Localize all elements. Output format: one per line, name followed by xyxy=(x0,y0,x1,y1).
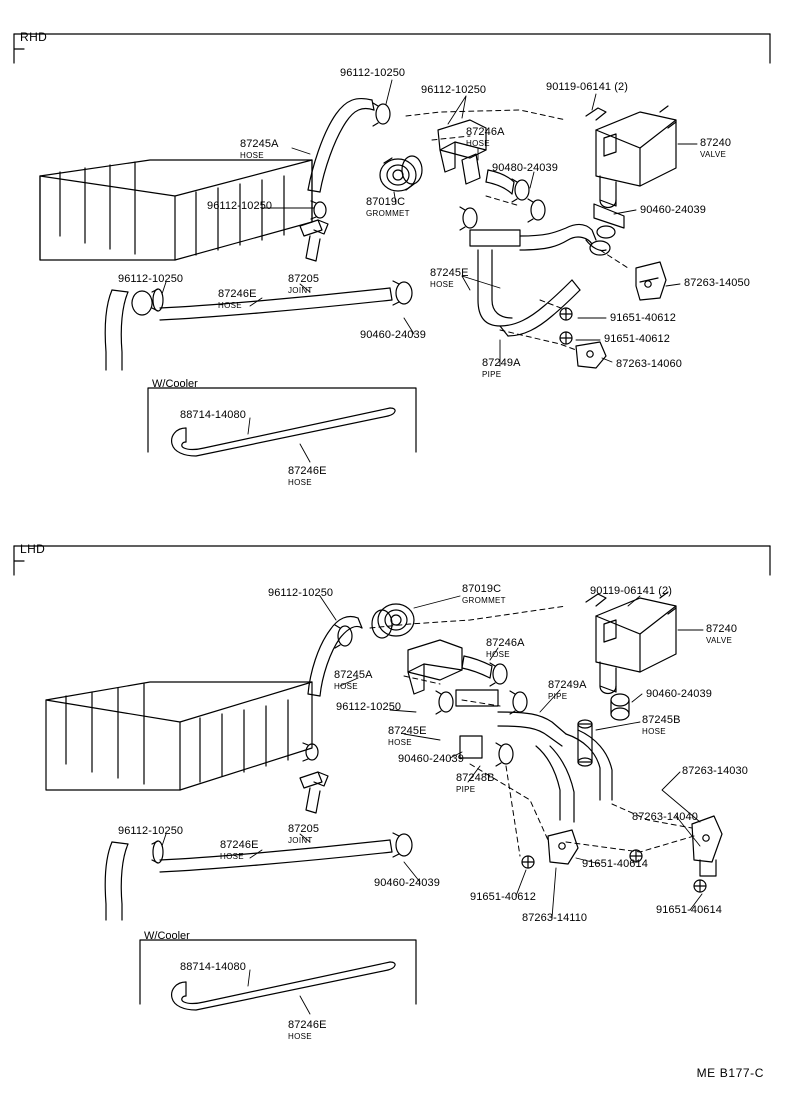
part-label xyxy=(388,726,427,747)
part-number: 96112-10250 xyxy=(421,84,487,96)
part-label xyxy=(466,127,505,148)
part-number: 87240 xyxy=(706,623,738,635)
part-label xyxy=(288,466,327,487)
part-label xyxy=(632,812,698,824)
part-label xyxy=(430,268,469,289)
part-number: 87245A xyxy=(240,138,279,150)
part-label xyxy=(590,586,672,598)
part-label xyxy=(616,359,682,371)
part-number: 90460-24039 xyxy=(360,329,426,341)
part-number: 90460-24039 xyxy=(640,204,706,216)
subgroup-label-rhd: W/Cooler xyxy=(152,378,198,390)
part-number: 91651-40614 xyxy=(582,858,648,870)
part-label xyxy=(288,824,319,845)
part-label xyxy=(582,859,648,871)
part-label xyxy=(684,278,750,290)
part-label xyxy=(180,962,246,974)
part-label xyxy=(642,715,681,736)
part-number: 91651-40612 xyxy=(604,333,670,345)
part-number: 91651-40612 xyxy=(610,312,676,324)
part-number: 88714-14080 xyxy=(180,961,246,973)
part-label xyxy=(706,624,737,645)
section-tag-lhd: LHD xyxy=(20,542,46,556)
part-number: 96112-10250 xyxy=(268,587,334,599)
part-description: VALVE xyxy=(706,635,733,645)
part-label xyxy=(492,163,558,175)
part-label xyxy=(656,905,722,917)
part-number: 96112-10250 xyxy=(340,67,406,79)
part-number: 87240 xyxy=(700,137,732,149)
part-label xyxy=(118,826,183,838)
part-number: 87248B xyxy=(456,772,495,784)
part-label xyxy=(220,840,259,861)
part-label xyxy=(360,330,426,342)
part-number: 87263-14050 xyxy=(684,277,750,289)
part-label xyxy=(610,313,676,325)
part-description: PIPE xyxy=(548,691,568,701)
part-label xyxy=(366,197,410,218)
part-number: 87249A xyxy=(482,357,521,369)
part-number: 87205 xyxy=(288,823,320,835)
part-number: 96112-10250 xyxy=(207,200,273,212)
part-number: 87205 xyxy=(288,273,320,285)
section-tag-rhd: RHD xyxy=(20,30,48,44)
part-number: 90119-06141 (2) xyxy=(546,81,629,93)
part-label xyxy=(398,754,464,766)
part-number: 90119-06141 (2) xyxy=(590,585,673,597)
part-label xyxy=(462,584,506,605)
part-label xyxy=(604,334,670,346)
part-number: 87263-14110 xyxy=(522,912,588,924)
part-number: 87246E xyxy=(220,839,259,851)
part-number: 87019C xyxy=(366,196,406,208)
part-description: HOSE xyxy=(388,737,412,747)
part-label xyxy=(340,68,405,80)
part-label xyxy=(646,689,712,701)
part-number: 96112-10250 xyxy=(336,701,402,713)
part-number: 87245E xyxy=(430,267,469,279)
part-label xyxy=(700,138,731,159)
part-number: 87246A xyxy=(486,637,525,649)
part-description: HOSE xyxy=(240,150,264,160)
part-label xyxy=(288,274,319,295)
part-description: PIPE xyxy=(456,784,476,794)
part-label xyxy=(288,1020,327,1041)
part-label xyxy=(421,85,486,97)
subgroup-label-lhd: W/Cooler xyxy=(144,930,190,942)
part-number: 90480-24039 xyxy=(492,162,558,174)
part-description: HOSE xyxy=(220,851,244,861)
part-number: 88714-14080 xyxy=(180,409,246,421)
part-number: 90460-24039 xyxy=(374,877,440,889)
part-number: 96112-10250 xyxy=(118,273,184,285)
part-label xyxy=(470,892,536,904)
part-label xyxy=(546,82,628,94)
part-description: HOSE xyxy=(288,1031,312,1041)
part-description: HOSE xyxy=(466,138,490,148)
part-description: JOINT xyxy=(288,285,313,295)
part-description: HOSE xyxy=(218,300,242,310)
part-label xyxy=(456,773,495,794)
part-description: HOSE xyxy=(642,726,666,736)
part-number: 87263-14060 xyxy=(616,358,682,370)
part-number: 90460-24039 xyxy=(646,688,712,700)
part-number: 87245E xyxy=(388,725,427,737)
part-number: 87263-14030 xyxy=(682,765,748,777)
part-label xyxy=(180,410,246,422)
part-number: 87246E xyxy=(218,288,257,300)
part-description: GROMMET xyxy=(462,595,506,605)
part-label xyxy=(482,358,521,379)
part-number: 87246E xyxy=(288,1019,327,1031)
part-label xyxy=(374,878,440,890)
drawing-code: ME B177-C xyxy=(696,1066,764,1080)
part-label xyxy=(682,766,748,778)
part-label xyxy=(336,702,401,714)
part-label xyxy=(268,588,333,600)
part-number: 87245A xyxy=(334,669,373,681)
part-description: PIPE xyxy=(482,369,502,379)
part-description: HOSE xyxy=(334,681,358,691)
part-label xyxy=(240,139,279,160)
part-number: 87246E xyxy=(288,465,327,477)
part-label xyxy=(218,289,257,310)
part-description: VALVE xyxy=(700,149,727,159)
part-number: 90460-24039 xyxy=(398,753,464,765)
part-number: 91651-40614 xyxy=(656,904,722,916)
part-number: 87245B xyxy=(642,714,681,726)
part-label xyxy=(334,670,373,691)
part-label xyxy=(522,913,587,925)
part-number: 91651-40612 xyxy=(470,891,536,903)
part-number: 87246A xyxy=(466,126,505,138)
part-label xyxy=(207,201,272,213)
part-number: 96112-10250 xyxy=(118,825,184,837)
part-label xyxy=(548,680,587,701)
part-number: 87019C xyxy=(462,583,502,595)
part-number: 87249A xyxy=(548,679,587,691)
part-number: 87263-14040 xyxy=(632,811,698,823)
part-description: GROMMET xyxy=(366,208,410,218)
part-description: HOSE xyxy=(430,279,454,289)
part-description: HOSE xyxy=(288,477,312,487)
part-label xyxy=(640,205,706,217)
part-description: JOINT xyxy=(288,835,313,845)
part-label xyxy=(486,638,525,659)
part-description: HOSE xyxy=(486,649,510,659)
part-label xyxy=(118,274,183,286)
